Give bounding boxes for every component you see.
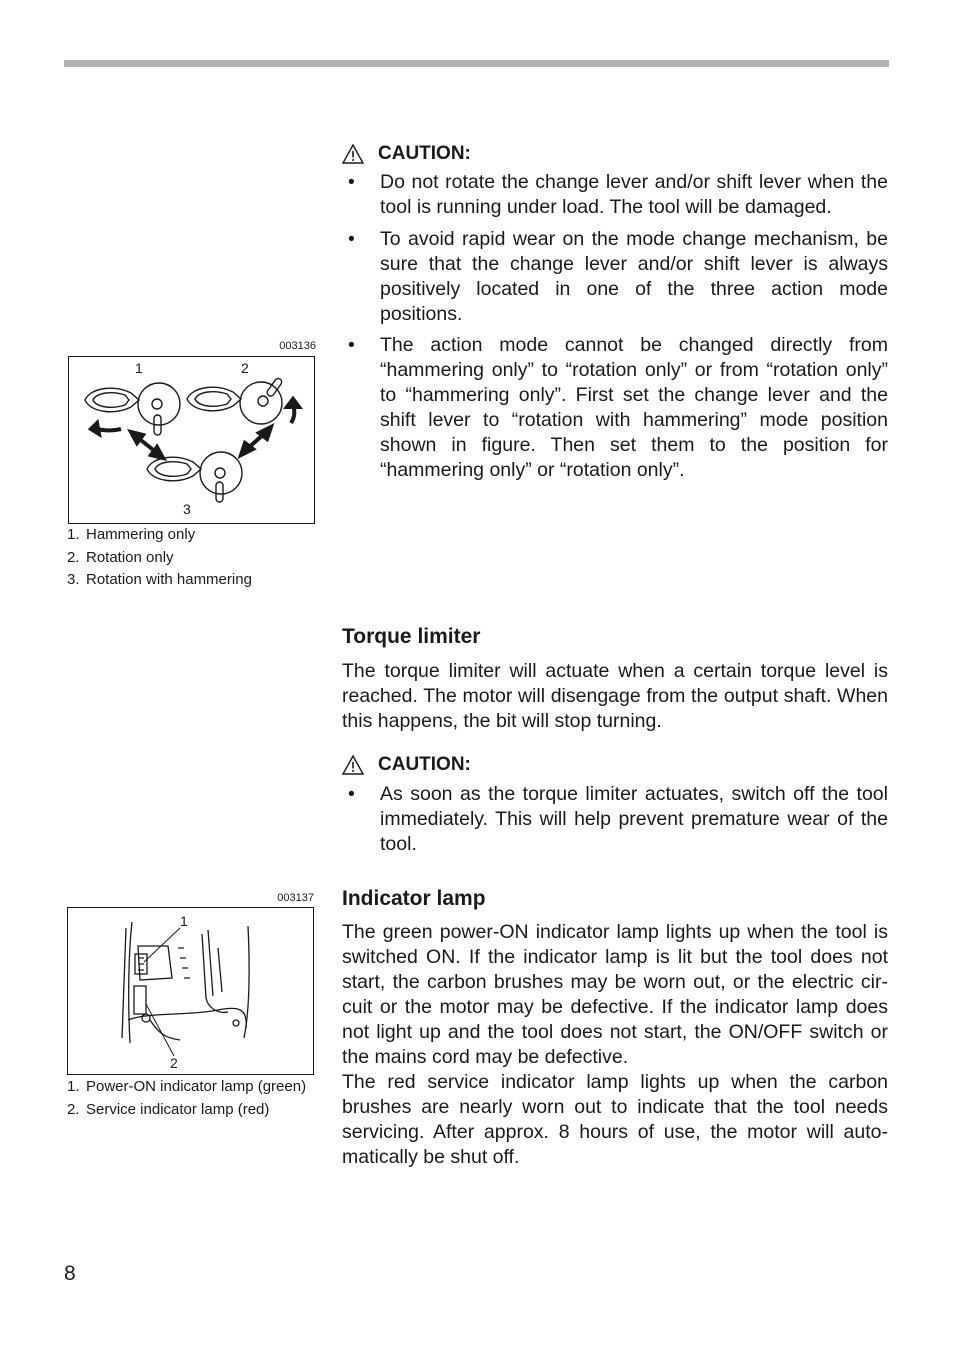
bullet-icon: •: [348, 227, 355, 250]
list-item: 1. Hammering only: [67, 526, 196, 543]
callout-3: 3: [183, 501, 191, 517]
figure1-caption-list: [67, 524, 252, 592]
leader-lines: [144, 928, 180, 1056]
list-item: 1. Power-ON indicator lamp (green): [67, 1078, 307, 1095]
bullet-icon: •: [348, 171, 355, 193]
list-item: 2. Rotation only: [67, 548, 174, 566]
lever-position-2: [187, 377, 283, 424]
tool-outline: [122, 922, 249, 1043]
mode-caution-list: [342, 170, 888, 490]
figure1-code: 003136: [279, 340, 316, 352]
bullet-icon: •: [348, 334, 355, 356]
callout-1: 1: [180, 913, 188, 929]
list-item: 3. Rotation with hammering: [67, 571, 252, 588]
tool-housing-illustration: [68, 908, 313, 1074]
page-number: 8: [64, 1262, 76, 1285]
header-rule: [64, 60, 889, 67]
figure2-code: 003137: [277, 892, 314, 904]
warning-triangle-icon: [342, 144, 364, 164]
indicator-lamp-heading: Indicator lamp: [342, 887, 486, 910]
callout-2: 2: [241, 360, 249, 376]
figure1-mode-diagram: [68, 356, 315, 524]
torque-caution-list: [342, 782, 888, 864]
caution-label: CAUTION:: [378, 143, 471, 164]
torque-limiter-heading: Torque limiter: [342, 625, 481, 648]
figure2-indicator-diagram: [67, 907, 314, 1075]
list-item: • The action mode cannot be changed directly from “hammering only” to “rotation only” or from “rotation only” to “hammering only”. First set the change lever and the shift lever to “rotation with hammering” mode position shown in figure. Then set them to the position for “hammering only” or “rotation only”.: [348, 334, 888, 481]
list-item: • As soon as the torque limiter actuates, switch off the tool immediately. This will help prevent premature wear of the tool.: [348, 783, 888, 855]
callout-1: 1: [135, 360, 143, 376]
caution-label: CAUTION:: [378, 754, 471, 775]
bullet-icon: •: [348, 783, 355, 805]
list-item: • To avoid rapid wear on the mode change mechanism, be sure that the change lever and/or shift lever is always positively located in one of the three action mode positions.: [348, 227, 888, 325]
torque-limiter-body: The torque limiter will actuate when a certain torque level is reached. The motor will disengage from the output shaft. When this happens, the bit will stop turning.: [342, 660, 888, 732]
warning-triangle-icon: [342, 755, 364, 775]
indicator-lamp-body-1: The green power-ON indicator lamp lights up when the tool is switched ON. If the indicator lamp is lit but the tool does not start, the carbon brushes may be worn out, or the electric cir-cuit or the motor may be defective. If the indicator lamp does not light up and the tool does not start, the ON/OFF switch or the mains cord may be defective.: [342, 921, 888, 1068]
figure2-caption-list: [67, 1076, 306, 1121]
mode-lever-illustration: [69, 357, 314, 523]
list-item: • Do not rotate the change lever and/or shift lever when the tool is running under load. The tool will be damaged.: [348, 171, 888, 218]
caution-heading: [342, 143, 471, 165]
indicator-lamp-body-2: The red service indicator lamp lights up when the carbon brushes are nearly worn out to indicate that the tool needs servicing. After approx. 8 hours of use, the motor will auto-matically be shut off.: [342, 1071, 888, 1168]
list-item: 2. Service indicator lamp (red): [67, 1100, 270, 1118]
callout-2: 2: [170, 1055, 178, 1071]
caution-heading: [342, 754, 471, 776]
